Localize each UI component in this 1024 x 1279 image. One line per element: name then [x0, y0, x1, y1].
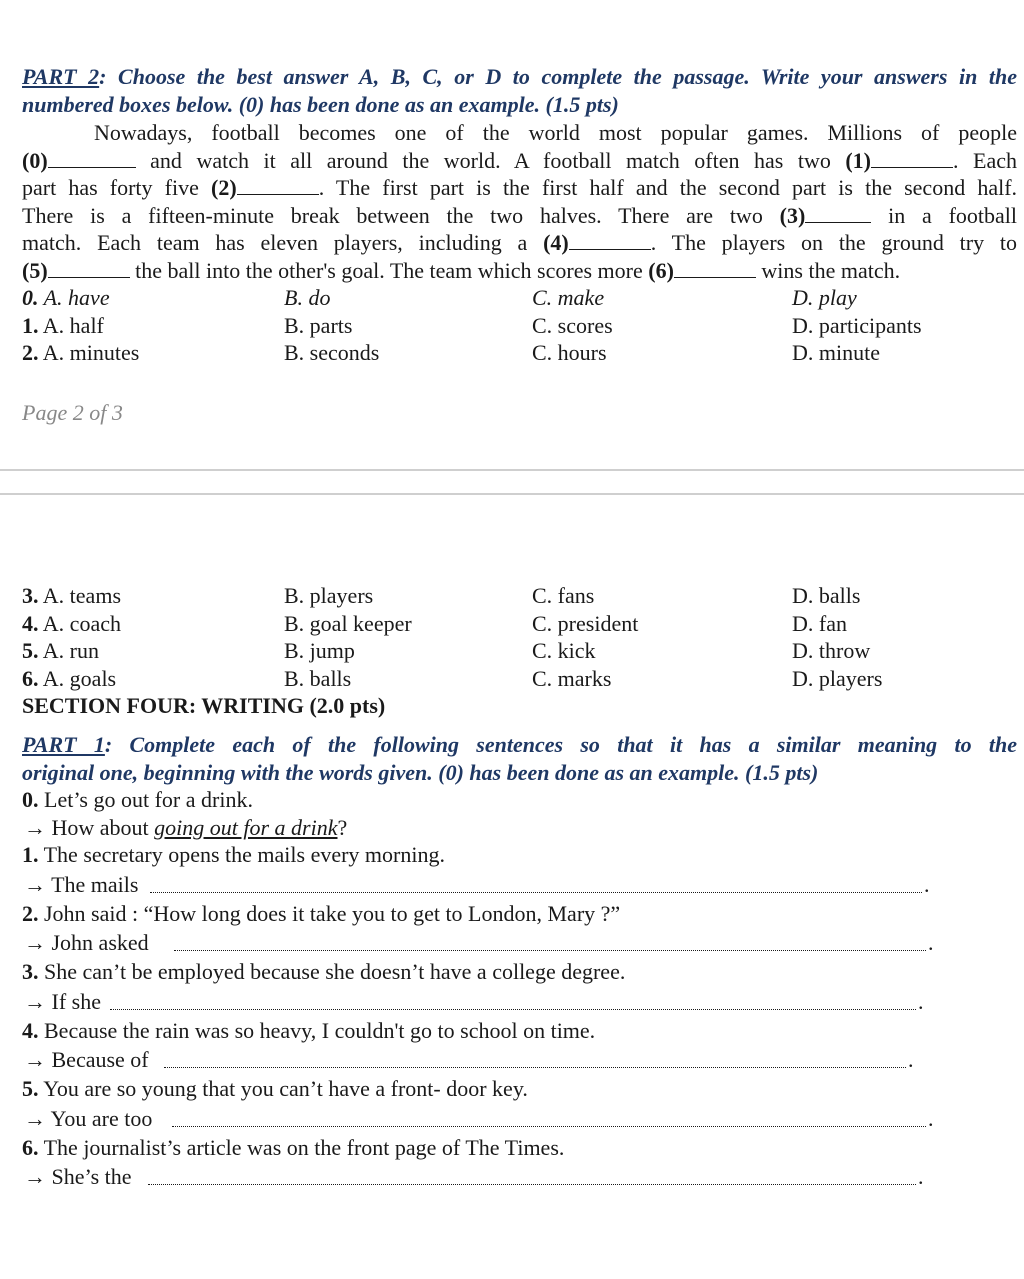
part2-label: PART 2: [22, 64, 100, 89]
answer-line-4[interactable]: [164, 1067, 906, 1068]
exercise-2-sentence: 2. John said : “How long does it take you to get to London, Mary ?”: [22, 900, 621, 926]
option-c[interactable]: C. fans: [532, 583, 595, 608]
option-b[interactable]: B. goal keeper: [284, 610, 412, 636]
option-d[interactable]: D. players: [792, 665, 883, 691]
answer-line-6[interactable]: [148, 1184, 916, 1185]
option-a[interactable]: A. minutes: [42, 340, 140, 365]
option-b[interactable]: B. players: [284, 583, 374, 608]
exercise-5-sentence: 5. You are so young that you can’t have a front- door key.: [22, 1076, 528, 1101]
option-c[interactable]: C. president: [532, 610, 639, 636]
option-d[interactable]: D. throw: [792, 638, 871, 663]
option-d[interactable]: D. minute: [792, 340, 880, 365]
part2-instruction: [22, 63, 1017, 118]
passage-line-5: match. Each team has eleven players, including a (4) . The players on the ground try to: [22, 230, 1018, 255]
blank-4[interactable]: [569, 231, 651, 250]
blank-6[interactable]: [674, 259, 756, 278]
part2-instruction-text: : Choose the best answer A, B, C, or D to complete the passage. Write your answers in the: [99, 64, 1017, 89]
option-d[interactable]: D. participants: [792, 312, 922, 338]
options-top: [22, 284, 1017, 367]
exercises: [22, 841, 1017, 1192]
option-c[interactable]: C. hours: [532, 340, 607, 365]
option-a[interactable]: A. teams: [42, 583, 121, 608]
option-d[interactable]: D. play: [792, 285, 857, 310]
exercise-3-sentence: 3. She can’t be employed because she doesn’t have a college degree.: [22, 959, 626, 984]
example-answer: → How about going out for a drink?: [24, 814, 348, 840]
answer-line-5[interactable]: [172, 1126, 926, 1127]
passage-line-1: Nowadays, football becomes one of the world most popular games. Millions of people: [94, 120, 1017, 145]
part1-instruction-line2: original one, beginning with the words given. (0) has been done as an example. (1.5 pts): [22, 759, 819, 785]
exercise-1-answer: → The mails .: [24, 871, 930, 897]
exercise-3-answer: → If she .: [24, 988, 924, 1014]
passage-line-2: (0) and watch it all around the world. A football match often has two (1) . Each: [22, 147, 1017, 173]
options-bottom: [22, 582, 1017, 720]
exercise-1-sentence: 1. The secretary opens the mails every morning.: [22, 842, 445, 867]
option-a[interactable]: A. goals: [42, 665, 117, 691]
option-b[interactable]: B. parts: [284, 312, 353, 338]
exercise-2-answer: → John asked .: [24, 930, 934, 955]
option-b[interactable]: B. balls: [284, 665, 352, 691]
example: [22, 786, 1017, 841]
option-c[interactable]: C. scores: [532, 312, 613, 338]
page-break-divider: [0, 469, 1024, 471]
option-row-3: 3. A. teams B. players C. fans D. balls: [22, 583, 861, 608]
option-a[interactable]: A. run: [42, 638, 100, 663]
option-b[interactable]: B. seconds: [284, 340, 380, 365]
option-d[interactable]: D. fan: [792, 610, 847, 636]
option-row-5: 5. A. run B. jump C. kick D. throw: [22, 638, 871, 663]
passage: [22, 119, 1017, 284]
option-d[interactable]: D. balls: [792, 583, 861, 608]
option-row-4: 4. A. coach B. goal keeper C. president D. fan: [22, 610, 847, 636]
option-row-6: 6. A. goals B. balls C. marks D. players: [22, 665, 883, 691]
section-four-title: SECTION FOUR: WRITING (2.0 pts): [22, 693, 386, 718]
exercise-4-sentence: 4. Because the rain was so heavy, I couldn't go to school on time.: [22, 1017, 596, 1043]
part1-instruction: [22, 731, 1017, 786]
answer-line-3[interactable]: [110, 1009, 916, 1010]
option-c[interactable]: C. make: [532, 285, 605, 310]
blank-1[interactable]: [871, 149, 953, 168]
option-b[interactable]: B. jump: [284, 638, 355, 663]
blank-5[interactable]: [48, 259, 130, 278]
exercise-6-answer: → She’s the .: [24, 1164, 924, 1189]
blank-0[interactable]: [48, 149, 136, 168]
exercise-5-answer: → You are too .: [24, 1105, 934, 1131]
part1-instruction-text: : Complete each of the following sentences so that it has a similar meaning to the: [104, 732, 1017, 757]
option-b[interactable]: B. do: [284, 285, 331, 310]
exercise-6-sentence: 6. The journalist’s article was on the front page of The Times.: [22, 1134, 565, 1160]
passage-line-6: (5) the ball into the other's goal. The team which scores more (6) wins the match.: [22, 257, 901, 283]
page-break-divider: [0, 493, 1024, 495]
blank-3[interactable]: [805, 204, 871, 223]
passage-line-3: part has forty five (2) . The first part is the first half and the second part is the second half.: [22, 175, 1018, 200]
page-number: Page 2 of 3: [22, 400, 123, 425]
exercise-4-answer: → Because of .: [24, 1047, 914, 1072]
blank-2[interactable]: [237, 176, 319, 195]
example-sentence: 0. Let’s go out for a drink.: [22, 787, 253, 812]
option-row-1: 1. A. half B. parts C. scores D. participants: [22, 312, 922, 338]
part2-instruction-line2: numbered boxes below. (0) has been done as an example. (1.5 pts): [22, 91, 619, 117]
option-a[interactable]: A. have: [43, 285, 110, 310]
option-row-0: 0. A. have B. do C. make D. play: [22, 285, 857, 310]
option-c[interactable]: C. kick: [532, 638, 596, 663]
option-a[interactable]: A. coach: [42, 610, 121, 636]
option-a[interactable]: A. half: [42, 312, 104, 338]
answer-line-2[interactable]: [174, 950, 926, 951]
part1-label: PART 1: [22, 732, 105, 757]
passage-line-4: There is a fifteen-minute break between the two halves. There are two (3) in a football: [22, 202, 1018, 228]
option-row-2: 2. A. minutes B. seconds C. hours D. minute: [22, 340, 880, 365]
option-c[interactable]: C. marks: [532, 665, 612, 691]
answer-line-1[interactable]: [150, 892, 922, 893]
